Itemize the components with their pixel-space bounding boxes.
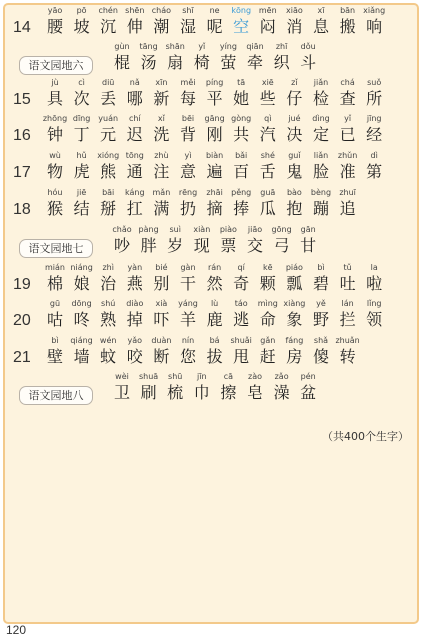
- pinyin: pén: [300, 372, 316, 381]
- pinyin: diū: [102, 78, 115, 87]
- hanzi: 棉: [46, 274, 63, 293]
- pinyin: mēn: [258, 6, 277, 15]
- hanzi: 象: [286, 310, 303, 329]
- hanzi: 汽: [259, 125, 276, 144]
- pinyin: shuā: [138, 372, 159, 381]
- pinyin: gān: [300, 225, 316, 234]
- hanzi: 背: [179, 125, 196, 144]
- hanzi: 共: [233, 125, 250, 144]
- pinyin: zhī: [275, 42, 288, 51]
- hanzi: 岁: [167, 236, 184, 255]
- character-cell: [335, 335, 361, 368]
- pinyin: zhì: [102, 263, 114, 272]
- pinyin: mìng: [257, 299, 278, 308]
- hanzi: 注: [153, 162, 170, 181]
- pinyin: xī: [317, 6, 325, 15]
- hanzi: 捧: [233, 199, 250, 218]
- pinyin: bāi: [102, 188, 115, 197]
- pinyin: bēi: [181, 114, 195, 123]
- pinyin: suì: [169, 225, 181, 234]
- hanzi: 傻: [312, 347, 329, 366]
- pinyin: xiāo: [286, 6, 303, 15]
- pinyin: shī: [182, 6, 194, 15]
- pinyin: duàn: [151, 336, 172, 345]
- pinyin: wèi: [115, 372, 129, 381]
- pinyin: cì: [78, 78, 85, 87]
- hanzi: 舌: [259, 162, 276, 181]
- hanzi: 扛: [126, 199, 143, 218]
- pinyin: jù: [51, 78, 59, 87]
- pinyin: guǐ: [288, 151, 301, 160]
- pinyin: yě: [316, 299, 326, 308]
- hanzi: 拦: [339, 310, 356, 329]
- hanzi: 第: [366, 162, 383, 181]
- pinyin: shǎ: [313, 336, 329, 345]
- pinyin: shé: [260, 151, 275, 160]
- hanzi: 现: [193, 236, 210, 255]
- pinyin: chá: [340, 78, 355, 87]
- pinyin: zào: [248, 372, 262, 381]
- pinyin: cā: [223, 372, 234, 381]
- hanzi: 交: [246, 236, 263, 255]
- hanzi: 已: [339, 125, 356, 144]
- hanzi: 别: [153, 274, 170, 293]
- hanzi: 湿: [179, 17, 196, 36]
- character-cell: [295, 41, 321, 74]
- pinyin: bì: [317, 263, 325, 272]
- hanzi: 瓢: [286, 274, 303, 293]
- hanzi: 蚊: [100, 347, 117, 366]
- hanzi: 坡: [73, 17, 90, 36]
- pinyin: dōng: [71, 299, 92, 308]
- hanzi: 具: [46, 89, 63, 108]
- pinyin: bié: [155, 263, 168, 272]
- hanzi: 颗: [259, 274, 276, 293]
- hanzi: 干: [179, 274, 196, 293]
- hanzi: 消: [286, 17, 303, 36]
- hanzi: 迟: [126, 125, 143, 144]
- hanzi: 胖: [140, 236, 157, 255]
- pinyin: xiàn: [193, 225, 211, 234]
- hanzi: 咬: [126, 347, 143, 366]
- pinyin: chǎo: [112, 225, 132, 234]
- pinyin: dì: [370, 151, 378, 160]
- pinyin: xiǎng: [363, 6, 386, 15]
- hanzi: 空: [233, 17, 250, 36]
- pinyin: guā: [260, 188, 276, 197]
- pinyin: tā: [237, 78, 246, 87]
- pinyin: fáng: [285, 336, 304, 345]
- pinyin: bān: [340, 6, 356, 15]
- pinyin: bǎi: [235, 151, 248, 160]
- hanzi: 碧: [312, 274, 329, 293]
- hanzi: 百: [233, 162, 250, 181]
- hanzi: 所: [366, 89, 383, 108]
- hanzi: 扇: [167, 53, 184, 72]
- hanzi: 弓: [273, 236, 290, 255]
- pinyin: tōng: [125, 151, 144, 160]
- hanzi: 牵: [246, 53, 263, 72]
- hanzi: 甘: [300, 236, 317, 255]
- pinyin: yuán: [98, 114, 119, 123]
- hanzi: 沉: [100, 17, 117, 36]
- pinyin: yāo: [47, 6, 63, 15]
- pinyin: nǎ: [129, 78, 140, 87]
- pinyin: bì: [51, 336, 59, 345]
- pinyin: měi: [180, 78, 196, 87]
- pinyin: biàn: [205, 151, 224, 160]
- pinyin: yì: [184, 151, 192, 160]
- pinyin: bèng: [310, 188, 332, 197]
- hanzi: 吐: [339, 274, 356, 293]
- character-cell: [361, 262, 387, 295]
- lesson-row: [5, 187, 421, 223]
- hanzi: 钟: [46, 125, 63, 144]
- pinyin: zhù: [154, 151, 169, 160]
- pinyin: gōng: [271, 225, 292, 234]
- pinyin: shēn: [125, 6, 145, 15]
- pinyin: shān: [165, 42, 185, 51]
- pinyin: mǎn: [152, 188, 171, 197]
- pinyin: jīng: [366, 114, 382, 123]
- hanzi: 娘: [73, 274, 90, 293]
- character-cell: [295, 224, 321, 257]
- hanzi: 盆: [300, 383, 317, 402]
- hanzi: 遍: [206, 162, 223, 181]
- lesson-number: 15: [13, 91, 31, 108]
- pinyin: gùn: [114, 42, 130, 51]
- pinyin: táo: [234, 299, 248, 308]
- hanzi: 追: [339, 199, 356, 218]
- hanzi: 燕: [126, 274, 143, 293]
- pinyin: niáng: [70, 263, 93, 272]
- pinyin: zhuī: [339, 188, 356, 197]
- hanzi: 熟: [100, 310, 117, 329]
- hanzi: 腰: [46, 17, 63, 36]
- hanzi: 甩: [233, 347, 250, 366]
- hanzi: 物: [46, 162, 63, 181]
- pinyin: chén: [98, 6, 118, 15]
- hanzi: 擦: [220, 383, 237, 402]
- character-cell: [361, 5, 387, 38]
- hanzi: 元: [100, 125, 117, 144]
- hanzi: 呢: [206, 17, 223, 36]
- pinyin: chí: [128, 114, 141, 123]
- hanzi: 决: [286, 125, 303, 144]
- hanzi: 拔: [206, 347, 223, 366]
- pinyin: dīng: [72, 114, 91, 123]
- hanzi: 猴: [46, 199, 63, 218]
- character-table-panel: [3, 3, 419, 624]
- hanzi: 羊: [179, 310, 196, 329]
- lesson-number: 16: [13, 127, 31, 144]
- hanzi: 巾: [193, 383, 210, 402]
- lesson-row: [5, 113, 421, 149]
- pinyin: zhǔn: [337, 151, 358, 160]
- hanzi: 她: [233, 89, 250, 108]
- hanzi: 转: [339, 347, 356, 366]
- hanzi: 逃: [233, 310, 250, 329]
- pinyin: lǐng: [366, 299, 382, 308]
- character-cell: [361, 113, 387, 146]
- hanzi: 椅: [193, 53, 210, 72]
- pinyin: lù: [210, 299, 219, 308]
- hanzi: 瓜: [259, 199, 276, 218]
- hanzi: 些: [259, 89, 276, 108]
- pinyin: cháo: [151, 6, 172, 15]
- hanzi: 赶: [259, 347, 276, 366]
- pinyin: pěng: [231, 188, 252, 197]
- hanzi: 丢: [100, 89, 117, 108]
- character-cell: [335, 187, 361, 220]
- pinyin: piáo: [285, 263, 303, 272]
- pinyin: xióng: [97, 151, 120, 160]
- pinyin: hǔ: [76, 151, 87, 160]
- hanzi: 搬: [339, 17, 356, 36]
- lesson-number: 17: [13, 164, 31, 181]
- pinyin: yǐ: [344, 114, 352, 123]
- hanzi: 哪: [126, 89, 143, 108]
- lesson-row: [5, 5, 421, 41]
- pinyin: zhāi: [206, 188, 223, 197]
- pinyin: lán: [341, 299, 354, 308]
- pinyin: yáng: [178, 299, 198, 308]
- hanzi: 鹿: [206, 310, 223, 329]
- pinyin: gū: [49, 299, 61, 308]
- pinyin: la: [370, 263, 378, 272]
- lesson-row: [5, 77, 421, 113]
- hanzi: 断: [153, 347, 170, 366]
- hanzi: 平: [206, 89, 223, 108]
- pinyin: xīn: [155, 78, 168, 87]
- hanzi: 房: [286, 347, 303, 366]
- pinyin: gǎn: [260, 336, 276, 345]
- page-number: 120: [6, 623, 27, 637]
- hanzi: 结: [73, 199, 90, 218]
- hanzi: 脸: [312, 162, 329, 181]
- pinyin: káng: [125, 188, 145, 197]
- character-cell: [361, 150, 387, 183]
- lesson-number: 20: [13, 312, 31, 329]
- hanzi: 抱: [286, 199, 303, 218]
- pinyin: jiāo: [247, 225, 263, 234]
- hanzi: 票: [220, 236, 237, 255]
- pinyin: tǔ: [343, 263, 352, 272]
- lesson-row: [5, 262, 421, 298]
- lesson-number: 19: [13, 276, 31, 293]
- hanzi: 野: [312, 310, 329, 329]
- character-cell: [361, 77, 387, 110]
- hanzi: 意: [179, 162, 196, 181]
- hanzi: 响: [366, 17, 383, 36]
- pinyin: xià: [155, 299, 168, 308]
- pinyin: wén: [99, 336, 117, 345]
- hanzi: 咕: [46, 310, 63, 329]
- lesson-number: 14: [13, 19, 31, 36]
- pinyin: liǎn: [313, 151, 329, 160]
- pinyin: qiáng: [70, 336, 93, 345]
- pinyin: gāng: [204, 114, 225, 123]
- lesson-number: 21: [13, 349, 31, 366]
- total-characters-note: （共400个生字）: [322, 430, 409, 443]
- pinyin: bào: [286, 188, 302, 197]
- pinyin: jiǎn: [313, 78, 329, 87]
- hanzi: 掰: [100, 199, 117, 218]
- hanzi: 满: [153, 199, 170, 218]
- hanzi: 咚: [73, 310, 90, 329]
- pinyin: kē: [263, 263, 273, 272]
- section-tag: 语文园地六: [19, 56, 93, 75]
- pinyin: jué: [288, 114, 301, 123]
- pinyin: qí: [237, 263, 245, 272]
- hanzi: 斗: [300, 53, 317, 72]
- hanzi: 检: [312, 89, 329, 108]
- pinyin: suǒ: [367, 78, 382, 87]
- pinyin: kōng: [231, 6, 252, 15]
- hanzi: 掉: [126, 310, 143, 329]
- section-tag: 语文园地七: [19, 239, 93, 258]
- pinyin: piào: [219, 225, 237, 234]
- pinyin: mián: [45, 263, 65, 272]
- hanzi: 梳: [167, 383, 184, 402]
- hanzi: 刚: [206, 125, 223, 144]
- hanzi: 息: [312, 17, 329, 36]
- section-row: [5, 224, 421, 260]
- hanzi: 洗: [153, 125, 170, 144]
- hanzi: 然: [206, 274, 223, 293]
- pinyin: dìng: [312, 114, 330, 123]
- hanzi: 卫: [113, 383, 130, 402]
- pinyin: yíng: [219, 42, 237, 51]
- lesson-row: [5, 335, 421, 371]
- hanzi: 皂: [246, 383, 263, 402]
- pinyin: xǐ: [157, 114, 165, 123]
- character-cell: [295, 371, 321, 404]
- hanzi: 澡: [273, 383, 290, 402]
- pinyin: xiàng: [283, 299, 306, 308]
- pinyin: wù: [49, 151, 61, 160]
- pinyin: tāng: [139, 42, 158, 51]
- hanzi: 摘: [206, 199, 223, 218]
- pinyin: jiē: [76, 188, 87, 197]
- hanzi: 织: [273, 53, 290, 72]
- hanzi: 定: [312, 125, 329, 144]
- pinyin: shú: [101, 299, 116, 308]
- pinyin: shuǎi: [230, 336, 252, 345]
- pinyin: yǐ: [198, 42, 206, 51]
- hanzi: 潮: [153, 17, 170, 36]
- pinyin: zhuǎn: [335, 336, 360, 345]
- pinyin: ne: [209, 6, 220, 15]
- section-tag: 语文园地八: [19, 386, 93, 405]
- hanzi: 刷: [140, 383, 157, 402]
- pinyin: rēng: [178, 188, 198, 197]
- section-row: [5, 41, 421, 77]
- pinyin: diào: [126, 299, 144, 308]
- hanzi: 虎: [73, 162, 90, 181]
- pinyin: yǎo: [127, 336, 143, 345]
- hanzi: 治: [100, 274, 117, 293]
- hanzi: 鬼: [286, 162, 303, 181]
- hanzi: 汤: [140, 53, 157, 72]
- hanzi: 墙: [73, 347, 90, 366]
- pinyin: qì: [264, 114, 272, 123]
- pinyin: xiē: [261, 78, 274, 87]
- pinyin: bá: [209, 336, 220, 345]
- pinyin: zǐ: [291, 78, 298, 87]
- pinyin: yàn: [127, 263, 143, 272]
- hanzi: 准: [339, 162, 356, 181]
- pinyin: gàn: [180, 263, 196, 272]
- pinyin: dǒu: [300, 42, 316, 51]
- pinyin: pàng: [138, 225, 159, 234]
- hanzi: 熊: [100, 162, 117, 181]
- pinyin: rán: [207, 263, 222, 272]
- hanzi: 通: [126, 162, 143, 181]
- hanzi: 闷: [259, 17, 276, 36]
- hanzi: 伸: [126, 17, 143, 36]
- pinyin: qiān: [246, 42, 264, 51]
- hanzi: 查: [339, 89, 356, 108]
- hanzi: 奇: [233, 274, 250, 293]
- pinyin: píng: [205, 78, 224, 87]
- hanzi: 每: [179, 89, 196, 108]
- lesson-number: 18: [13, 201, 31, 218]
- pinyin: zhōng: [42, 114, 68, 123]
- pinyin: gòng: [231, 114, 252, 123]
- section-row: [5, 371, 421, 407]
- hanzi: 新: [153, 89, 170, 108]
- hanzi: 蹦: [312, 199, 329, 218]
- pinyin: jīn: [197, 372, 207, 381]
- hanzi: 棍: [113, 53, 130, 72]
- hanzi: 壁: [46, 347, 63, 366]
- hanzi: 萤: [220, 53, 237, 72]
- pinyin: pō: [76, 6, 87, 15]
- hanzi: 啦: [366, 274, 383, 293]
- pinyin: zǎo: [274, 372, 289, 381]
- pinyin: nín: [181, 336, 195, 345]
- hanzi: 扔: [179, 199, 196, 218]
- hanzi: 吵: [113, 236, 130, 255]
- hanzi: 丁: [73, 125, 90, 144]
- lesson-row: [5, 298, 421, 334]
- character-cell: [361, 298, 387, 331]
- hanzi: 次: [73, 89, 90, 108]
- hanzi: 仔: [286, 89, 303, 108]
- pinyin: hóu: [47, 188, 63, 197]
- hanzi: 您: [179, 347, 196, 366]
- hanzi: 经: [366, 125, 383, 144]
- hanzi: 命: [259, 310, 276, 329]
- hanzi: 吓: [153, 310, 170, 329]
- lesson-row: [5, 150, 421, 186]
- pinyin: shū: [168, 372, 183, 381]
- hanzi: 领: [366, 310, 383, 329]
